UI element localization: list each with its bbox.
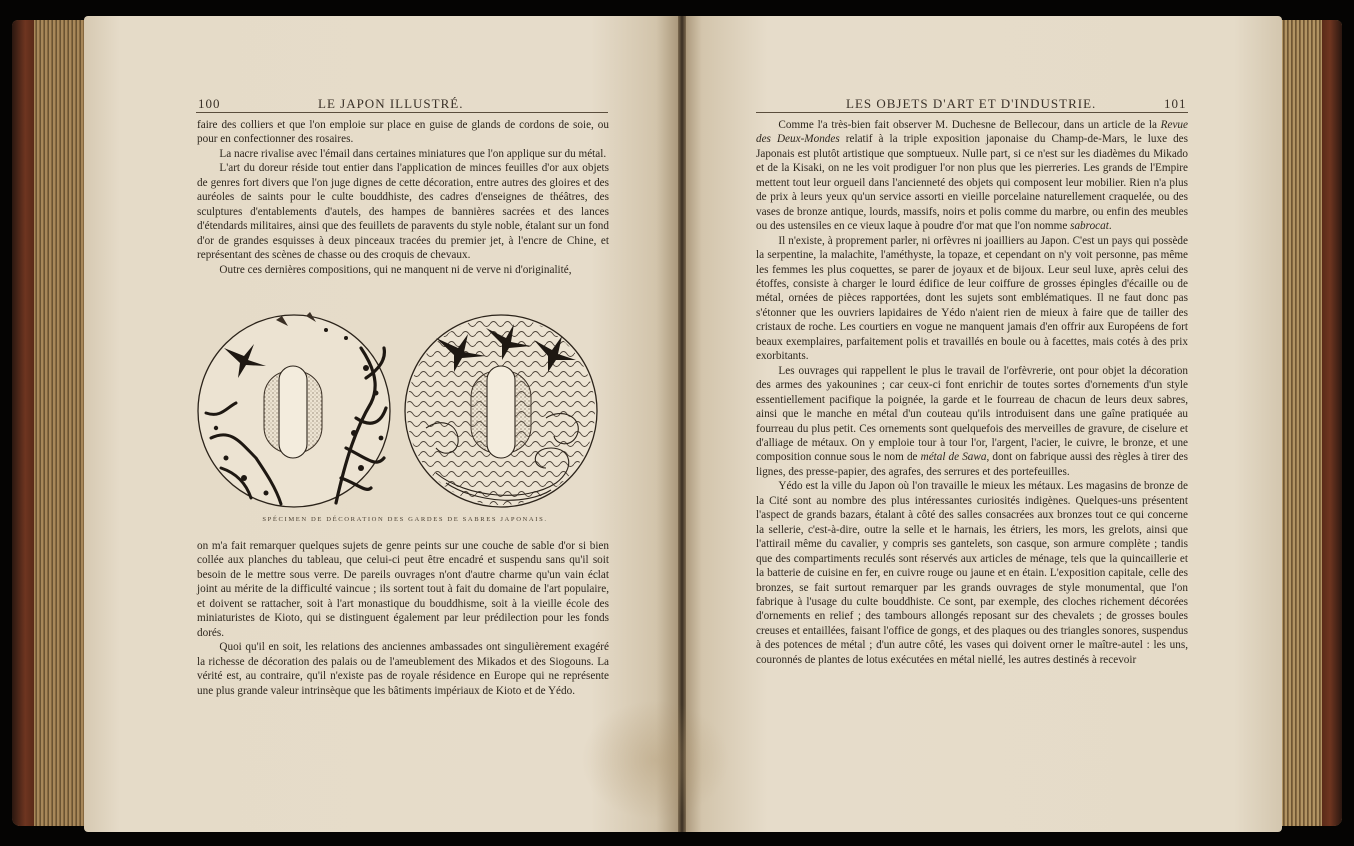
- right-running-head: LES OBJETS D'ART ET D'INDUSTRIE.: [846, 96, 1097, 111]
- sword-guard-illustration: [196, 308, 606, 518]
- right-guard: [405, 315, 597, 507]
- paragraph: [756, 364, 1188, 480]
- term: métal de Sawa: [920, 451, 987, 464]
- paragraph: on m'a fait remarquer quelques sujets de genre peints sur une couche de sable d'or si bien collée aux planches du tableau, que celui-ci peut être encadré et suspendu sans qu'il soit besoin de le mettre sous verre. De pareils ouvrages n'ont d'autre charme qu'un vain éclat joint au mérite de la difficulté vaincue ; ils sortent tout à fait du domaine de l'art populaire, et doivent se rattacher, soit à l'art monastique du bouddhisme, soit à la vieille école des miniaturistes de Kioto, qui se distinguent également par leur prédilection pour les fonds dorés.: [197, 540, 609, 639]
- right-head-rule: [756, 112, 1188, 113]
- text-run: relatif à la triple exposition japonaise du Champ-de-Mars, le luxe des Japonais est plutôt artistique que somptueux. Nulle part, si ce n'est sur les diadèmes du Mikado et de la Kisaki, on ne les voit prodiguer l'or non plus que les pierreries. Les grands de l'Empire mettent tout leur orgueil dans l'ancienneté des objets qui composent leur mobilier. Rien n'a plus de prix à leurs yeux qu'un service assorti en vieille porcelaine naturellement craquelée, ou des vases de bronze antique, lourds, massifs, noirs et polis comme du marbre, ou enfin des meubles ou des ustensiles en ce vieux laque à poudre d'or mat que l'on nomme: [756, 133, 1188, 233]
- term: sabrocat: [1070, 220, 1109, 233]
- paragraph: [756, 118, 1188, 234]
- paragraph: faire des colliers et que l'on emploie sur place en guise de glands de cordons de soie, ou pour en confectionner des rosaires.: [197, 119, 609, 146]
- book-edge-right: [1280, 20, 1342, 826]
- journal-title: Revue des Deux-Mondes: [756, 119, 1188, 146]
- left-head-rule: [196, 112, 608, 113]
- text-run: Les ouvrages qui rappellent le plus le travail de l'orfèvrerie, ont pour objet la décoration des armes des yakounines ; car ceux-ci font enrichir de toutes sortes d'ornements d'un style essentiellement pacifique la poignée, la garde et le fourreau de chacun de leurs deux sabres, ainsi que le manche en métal d'un couteau qu'ils introduisent dans une gaîne pratiquée au fourreau du plus petit. Ces ornements sont quelquefois des merveilles de gravure, de ciselure et d'alliage de métaux. On y emploie tour à tour l'or, l'argent, l'acier, le cuivre, le bronze, et une composition connue sous le nom de: [756, 364, 1188, 464]
- water-stain: [580, 700, 730, 820]
- left-text-bottom: [197, 539, 609, 698]
- left-guard: [198, 312, 390, 507]
- left-running-head: LE JAPON ILLUSTRÉ.: [318, 96, 464, 111]
- left-folio: 100: [198, 96, 221, 111]
- book-edge-left: [12, 20, 90, 826]
- right-folio: 101: [1164, 96, 1187, 111]
- text-run: Comme l'a très-bien fait observer M. Duchesne de Bellecour, dans un article de la: [778, 119, 1161, 131]
- paragraph: La nacre rivalise avec l'émail dans certaines miniatures que l'on applique sur du métal.: [219, 147, 607, 160]
- paragraph: L'art du doreur réside tout entier dans l'application de minces feuilles d'or aux objets de genres fort divers que l'on juge dignes de cette décoration, entre autres des gloires et des auréoles de saints pour le culte bouddhiste, des cadres d'enseignes de théâtres, des sculptures d'entablements d'autels, des hampes de bannières sacrées et des lances d'étendards militaires, ainsi que des feuillets de paravents du style noble, étalant sur un fond d'or de grandes esquisses à deux pinceaux tracées du premier jet, à l'encre de Chine, et représentant des scènes de chasse ou des croquis de chevaux.: [197, 162, 609, 262]
- left-text-top: [197, 118, 609, 277]
- text-run: , dont on fabrique aussi des règles à tirer des lignes, des presse-papier, des agrafes, des serrures et des portefeuilles.: [756, 451, 1188, 478]
- text-run: .: [1108, 220, 1112, 233]
- paragraph: Il n'existe, à proprement parler, ni orfèvres ni joailliers au Japon. C'est un pays qui possède la serpentine, la malachite, l'améthyste, la topaze, et cependant on n'y voit personne, pas même les femmes les plus coquettes, se parer de joyaux et de bijoux. Leur seul luxe, après celui des étoffes, consiste à charger le lourd édifice de leur coiffure de grosses épingles d'écaille ou de métal, ornées de pièces rapportées, dont les sujets sont emblématiques. Il ne faut donc pas s'étonner que les ouvriers lapidaires de Yédo n'aient rien de mieux à faire que de tailler des cristaux de roche. Les courtiers en vogue ne manquent jamais d'en offrir aux Européens de fort beaux exemplaires, parfaitement polis et travaillés en boule ou à facettes, mais cotés à des prix exorbitants.: [756, 234, 1188, 363]
- paragraph: Yédo est la ville du Japon où l'on travaille le mieux les métaux. Les magasins de bronze de la Cité sont au nombre des plus intéressantes curiosités indigènes. Quelques-uns présentent l'aspect de grands bazars, étalant à côté des salles consacrées aux bronzes tout ce qui concerne la sellerie, c'est-à-dire, outre la selle et le harnais, les étriers, les mors, les grelots, ainsi que l'attirail même du cavalier, y compris ses gantelets, son casque, son armure complète ; tandis que des compartiments reculés sont réservés aux articles de ménage, tels que la quincaillerie et la batterie de cuisine en fer, en cuivre rouge ou jaune et en étain. L'exposition capitale, celle des bronzes, se fait surtout remarquer par les grands ouvrages de style monumental, que l'on fabrique à l'usage du culte bouddhiste. Ce sont, par exemple, des cloches richement décorées d'ornements en relief ; des tambours allongés reposant sur des chevalets ; de grosses boules creuses et entaillées, faisant l'office de gongs, et des plaques ou des triangles sonores, suspendus à des potences de métal ; d'un autre côté, les vases qui doivent orner le maître-autel : les uns, couronnés de plantes de lotus exécutées en métal niellé, les autres destinés à recevoir: [756, 480, 1188, 666]
- right-text: [756, 118, 1188, 667]
- paragraph: Quoi qu'il en soit, les relations des anciennes ambassades ont singulièrement exagéré la richesse de décoration des palais ou de l'ameublement des Mikados et des Siogouns. La vérité est, au contraire, qu'il n'existe pas de royale résidence en Europe qui ne représente une plus grande valeur intrinsèque que les bâtiments impériaux de Kioto et de Yédo.: [197, 641, 609, 697]
- figure-caption: SPÉCIMEN DE DÉCORATION DES GARDES DE SABRES JAPONAIS.: [262, 516, 548, 523]
- paragraph: Outre ces dernières compositions, qui ne manquent ni de verve ni d'originalité,: [219, 263, 572, 276]
